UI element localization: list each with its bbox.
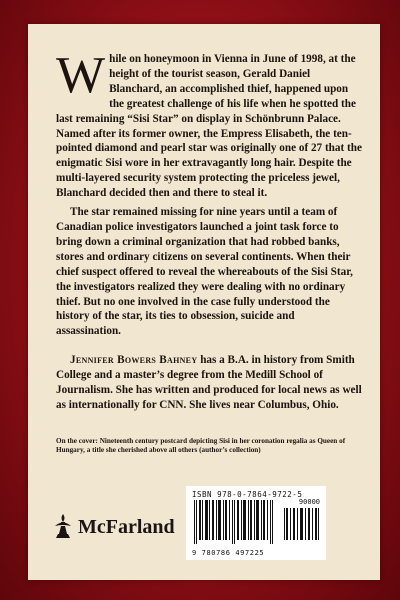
dropcap-letter: W bbox=[56, 47, 106, 104]
publisher-name: McFarland bbox=[78, 516, 175, 538]
price-barcode-bars bbox=[284, 508, 320, 540]
summary-paragraph-1 bbox=[56, 47, 362, 201]
author-bio-text: has a B.A. in history from Smith College and a master’s degree from the Medill School of Journalism. She has written and produced for local news as well as internationally for CNN. She lives near Columbus, Ohio. bbox=[56, 354, 362, 411]
barcode-bars bbox=[192, 500, 276, 544]
summary-paragraph-1-text: hile on honeymoon in Vienna in June of 1998, at the height of the tourist season, Gerald Daniel Blanchard, an accomplished thief, happened upon the greatest challenge of his life when he spotted the last remaining “Sisi Star” on display in Schönbrunn Palace. Named after its former owner, the Empress Elisabeth, the ten-pointed diamond and pearl star was originally one of 27 that the enigmatic Sisi wore in her extravagantly long hair. Despite the multi-layered security system protecting the priceless jewel, Blanchard decided then and there to steal it. bbox=[56, 53, 362, 200]
mcfarland-lamp-logo-icon bbox=[52, 510, 74, 545]
cover-caption: On the cover: Nineteenth century postcard depicting Sisi in her coronation regalia as Queen of Hungary, a title she cherished above all others (author’s collection) bbox=[56, 436, 346, 455]
author-name: Jennifer Bowers Bahney bbox=[70, 354, 198, 367]
price-code: 90000 bbox=[298, 498, 320, 506]
isbn-barcode bbox=[186, 486, 326, 560]
publisher-logo bbox=[52, 510, 175, 545]
barcode-digits: 9 780786 497225 bbox=[192, 549, 265, 557]
isbn-text: ISBN 978-0-7864-9722-5 bbox=[192, 490, 303, 499]
author-bio bbox=[56, 353, 362, 413]
summary-paragraph-2: The star remained missing for nine years until a team of Canadian police investigators launched a joint task force to bring down a criminal organization that had robbed banks, stores and ordinary citizens on several continents. When their chief suspect offered to reveal the whereabouts of the Sisi Star, the investigators realized they were dealing with no ordinary thief. But no one involved in the case fully understood the history of the star, its ties to obsession, suicide and assassination. bbox=[56, 206, 353, 338]
